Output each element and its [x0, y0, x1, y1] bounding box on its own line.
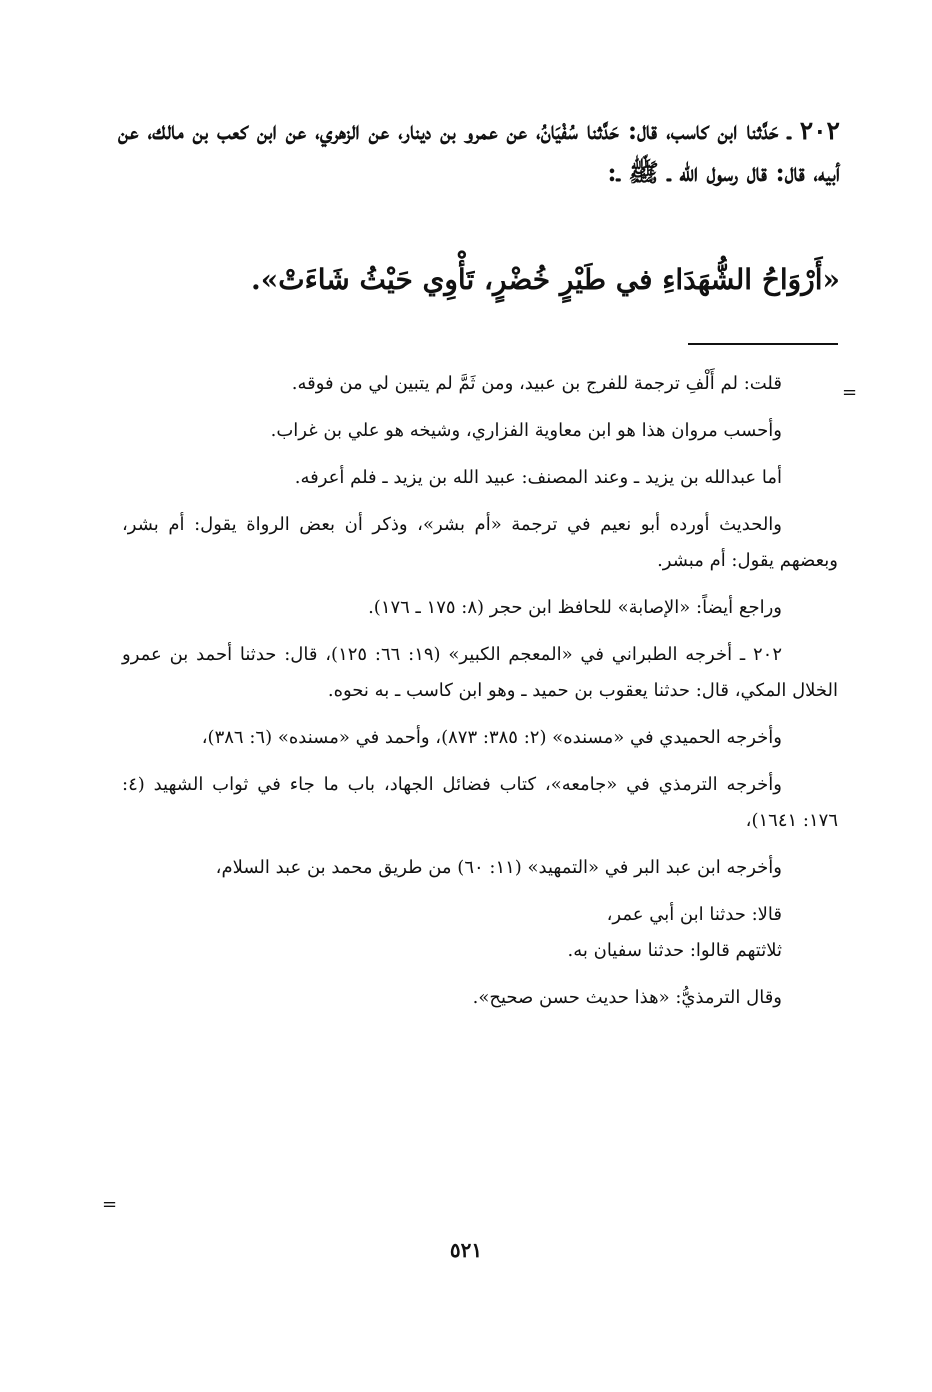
footnote-paragraph: وقال الترمذيُّ: «هذا حديث حسن صحيح».: [472, 987, 782, 1008]
footnotes: [122, 366, 838, 1027]
footnote-paragraph: وأخرجه الترمذي في «جامعه»، كتاب فضائل الجهاد، باب ما جاء في ثواب الشهيد (٤: ١٧٦: ١٦٤١)،: [122, 774, 838, 831]
hadith-quote: «أَرْوَاحُ الشُّهَدَاءِ في طَيْرٍ خُضْرٍ، تَأْوِي حَيْثُ شَاءَتْ».: [250, 263, 840, 296]
hadith-chain: ـ حَدَّثنا ابن كاسب، قال: حَدَّثنا سُفْيَانُ، عن عمرو بن دينار، عن الزهري، عن ابن كعب بن مالك، عن أبيه، قال: قال رسول الله ـ ﷺ ـ:: [118, 116, 840, 187]
footnote-paragraph: قلت: لم أَلْفِ ترجمة للفرج بن عبيد، ومن ثَمَّ لم يتبين لي من فوقه.: [291, 373, 782, 394]
footnote-separator: [688, 343, 838, 345]
continuation-marker-top: =: [842, 382, 858, 403]
footnote-paragraph: وأخرجه ابن عبد البر في «التمهيد» (١١: ٦٠) من طريق محمد بن عبد السلام،: [215, 857, 782, 878]
footnote-paragraph: والحديث أورده أبو نعيم في ترجمة «أم بشر»، وذكر أن بعض الرواة يقول: أم بشر، وبعضهم يقول: أم مبشر.: [122, 514, 838, 571]
continuation-marker-bottom: =: [102, 1194, 118, 1215]
hadith-number: ٢٠٢: [799, 116, 840, 145]
footnote-paragraph: ثلاثتهم قالوا: حدثنا سفيان به.: [567, 940, 782, 961]
footnote-paragraph: أما عبدالله بن يزيد ـ وعند المصنف: عبيد الله بن يزيد ـ فلم أعرفه.: [294, 467, 782, 488]
footnote-paragraph: وراجع أيضاً: «الإصابة» للحافظ ابن حجر (٨: ١٧٥ ـ ١٧٦).: [368, 597, 782, 618]
footnote-paragraph: قالا: حدثنا ابن أبي عمر،: [606, 904, 782, 925]
footnote-paragraph: وأخرجه الحميدي في «مسنده» (٢: ٣٨٥: ٨٧٣)، وأحمد في «مسنده» (٦: ٣٨٦)،: [201, 727, 782, 748]
footnote-paragraph: ٢٠٢ ـ أخرجه الطبراني في «المعجم الكبير» (١٩: ٦٦: ١٢٥)، قال: حدثنا أحمد بن عمرو الخلال المكي، قال: حدثنا يعقوب بن حميد ـ وهو ابن كاسب ـ به نحوه.: [122, 644, 838, 701]
hadith-text: [118, 110, 840, 194]
page-number: ٥٢١: [449, 1238, 483, 1262]
footnote-paragraph: وأحسب مروان هذا هو ابن معاوية الفزاري، وشيخه هو علي بن غراب.: [270, 420, 782, 441]
